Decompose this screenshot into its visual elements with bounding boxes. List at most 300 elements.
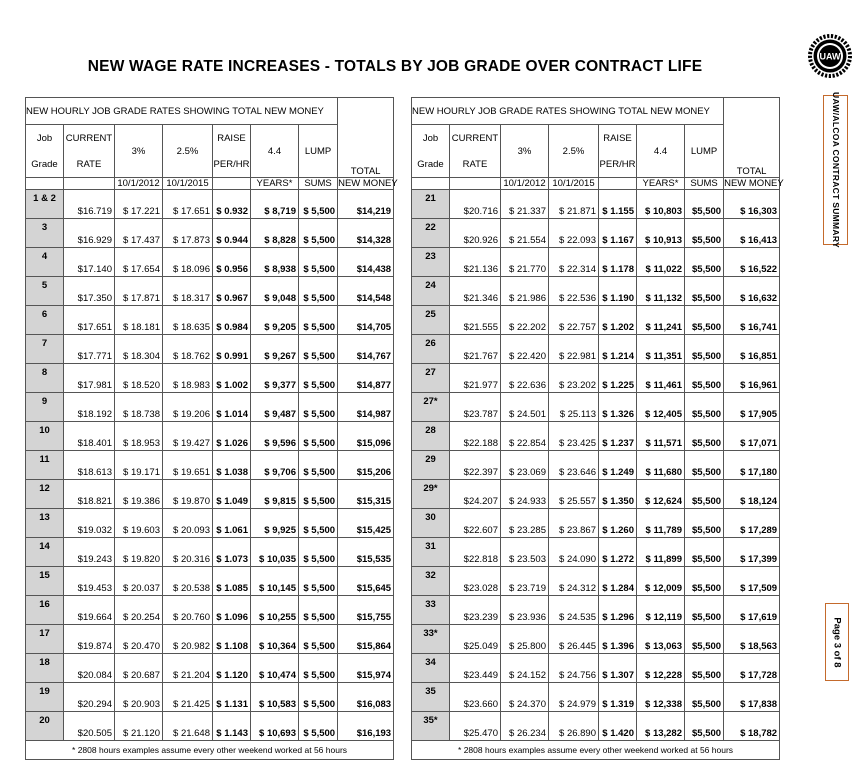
lump-header: LUMP (299, 125, 338, 178)
rate-2015-cell: $ 18.762 (163, 335, 213, 364)
page-number-text: Page 3 of 8 (831, 616, 843, 668)
table-row (26, 422, 394, 451)
four-year-total-cell: $ 8,938 (251, 248, 299, 277)
job-grade-cell: 17 (26, 625, 64, 654)
current-rate-cell: $19.032 (64, 509, 115, 538)
table-row (26, 480, 394, 509)
page-number-label (825, 603, 849, 681)
job-grade-cell: 12 (26, 480, 64, 509)
lump-sum-cell: $5,500 (685, 422, 724, 451)
job-grade-cell: 16 (26, 596, 64, 625)
table-row (412, 480, 780, 509)
raise-per-hour-cell: $ 0.956 (213, 248, 251, 277)
current-rate-cell: $19.874 (64, 625, 115, 654)
rate-2015-cell: $ 24.756 (549, 654, 599, 683)
rate-2012-cell: $ 19.603 (115, 509, 163, 538)
rate-2015-cell: $ 18.983 (163, 364, 213, 393)
job-grade-cell: 35 (412, 683, 450, 712)
four-year-total-cell: $ 10,474 (251, 654, 299, 683)
raise-per-hour-cell: $ 1.143 (213, 712, 251, 741)
lump-sum-cell: $ 5,500 (299, 712, 338, 741)
raise-per-hour-cell: $ 1.131 (213, 683, 251, 712)
total-new-money-cell: $ 16,741 (724, 306, 780, 335)
rate-2012-cell: $ 19.820 (115, 538, 163, 567)
rate-2012-cell: $ 23.719 (501, 567, 549, 596)
rate-2012-cell: $ 19.386 (115, 480, 163, 509)
four-year-total-cell: $ 10,803 (637, 190, 685, 219)
rate-2015-cell: $ 19.206 (163, 393, 213, 422)
raise-per-hour-cell: $ 1.061 (213, 509, 251, 538)
job-grade-cell: 11 (26, 451, 64, 480)
wage-rows (412, 190, 780, 741)
table-row (26, 712, 394, 741)
four-year-total-cell: $ 11,571 (637, 422, 685, 451)
raise-per-hour-cell: $ 1.178 (599, 248, 637, 277)
lump-sum-cell: $ 5,500 (299, 625, 338, 654)
total-new-money-cell: $ 16,522 (724, 248, 780, 277)
rate-2012-cell: $ 21.986 (501, 277, 549, 306)
current-rate-cell: $18.613 (64, 451, 115, 480)
pct25-header: 2.5% (163, 125, 213, 178)
lump-sum-cell: $ 5,500 (299, 596, 338, 625)
table-row (26, 538, 394, 567)
rate-2012-cell: $ 17.871 (115, 277, 163, 306)
money-label: MONEY (362, 178, 398, 189)
job-grade-cell: 29 (412, 451, 450, 480)
table-row (412, 364, 780, 393)
total-new-money-cell: $14,328 (338, 219, 394, 248)
job-grade-cell: 14 (26, 538, 64, 567)
table-row (412, 393, 780, 422)
table-row (412, 567, 780, 596)
four-year-total-cell: $ 10,913 (637, 219, 685, 248)
four-year-total-cell: $ 9,706 (251, 451, 299, 480)
raise-per-hour-cell: $ 1.073 (213, 538, 251, 567)
raise-per-hour-cell: $ 1.249 (599, 451, 637, 480)
rate-2015-cell: $ 19.427 (163, 422, 213, 451)
four-year-total-cell: $ 10,364 (251, 625, 299, 654)
current-header: CURRENT (450, 125, 501, 152)
table-row (412, 306, 780, 335)
job-grade-cell: 35* (412, 712, 450, 741)
table-row (26, 451, 394, 480)
four-year-total-cell: $ 8,828 (251, 219, 299, 248)
total-new-money-cell: $ 16,632 (724, 277, 780, 306)
table-row (412, 422, 780, 451)
total-header: TOTAL (338, 98, 394, 178)
rate-2015-cell: $ 20.093 (163, 509, 213, 538)
job-grade-cell: 32 (412, 567, 450, 596)
table-row (26, 248, 394, 277)
table-row (412, 509, 780, 538)
current-rate-cell: $23.239 (450, 596, 501, 625)
sums-header: SUMS (299, 178, 338, 190)
rate-2012-cell: $ 17.654 (115, 248, 163, 277)
four-year-total-cell: $ 8,719 (251, 190, 299, 219)
current-rate-cell: $21.136 (450, 248, 501, 277)
raise-per-hour-cell: $ 1.026 (213, 422, 251, 451)
raise-per-hour-cell: $ 1.326 (599, 393, 637, 422)
table-row (26, 335, 394, 364)
current-rate-cell: $20.084 (64, 654, 115, 683)
rate-2012-cell: $ 21.554 (501, 219, 549, 248)
total-new-money-cell: $16,193 (338, 712, 394, 741)
table-row (26, 364, 394, 393)
current-rate-cell: $23.660 (450, 683, 501, 712)
lump-sum-cell: $5,500 (685, 306, 724, 335)
total-new-money-cell: $15,206 (338, 451, 394, 480)
lump-sum-cell: $5,500 (685, 364, 724, 393)
four-year-total-cell: $ 9,487 (251, 393, 299, 422)
rate-2012-cell: $ 26.234 (501, 712, 549, 741)
lump-sum-cell: $ 5,500 (299, 567, 338, 596)
total-new-money-cell: $ 18,124 (724, 480, 780, 509)
rate-2015-cell: $ 22.093 (549, 219, 599, 248)
raise-per-hour-cell: $ 1.202 (599, 306, 637, 335)
table-row (26, 393, 394, 422)
job-grade-cell: 13 (26, 509, 64, 538)
total-new-money-cell: $ 18,782 (724, 712, 780, 741)
lump-sum-cell: $5,500 (685, 277, 724, 306)
table-row (26, 683, 394, 712)
job-grade-cell: 15 (26, 567, 64, 596)
four-year-total-cell: $ 12,338 (637, 683, 685, 712)
four-year-total-cell: $ 12,009 (637, 567, 685, 596)
current-rate-cell: $22.607 (450, 509, 501, 538)
four-year-total-cell: $ 9,815 (251, 480, 299, 509)
total-new-money-cell: $14,438 (338, 248, 394, 277)
table-row (26, 277, 394, 306)
total-new-money-cell: $14,877 (338, 364, 394, 393)
lump-sum-cell: $5,500 (685, 683, 724, 712)
table-row (412, 277, 780, 306)
current-rate-cell: $22.397 (450, 451, 501, 480)
rate-2015-cell: $ 20.538 (163, 567, 213, 596)
total-new-money-cell: $14,987 (338, 393, 394, 422)
total-new-money-cell: $ 16,303 (724, 190, 780, 219)
table-row (412, 451, 780, 480)
rate-2015-cell: $ 21.425 (163, 683, 213, 712)
rate-2012-cell: $ 23.503 (501, 538, 549, 567)
job-grade-cell: 5 (26, 277, 64, 306)
current-rate-cell: $18.821 (64, 480, 115, 509)
raise-header: RAISE (213, 125, 251, 152)
page-title: NEW WAGE RATE INCREASES - TOTALS BY JOB GRADE OVER CONTRACT LIFE (87, 58, 703, 75)
total-new-money-cell: $ 17,905 (724, 393, 780, 422)
current-rate-cell: $16.719 (64, 190, 115, 219)
lump-sum-cell: $ 5,500 (299, 538, 338, 567)
rate-2015-cell: $ 21.648 (163, 712, 213, 741)
lump-sum-cell: $ 5,500 (299, 219, 338, 248)
raise-per-hour-cell: $ 1.396 (599, 625, 637, 654)
total-new-money-cell: $14,219 (338, 190, 394, 219)
raise-per-hour-cell: $ 1.049 (213, 480, 251, 509)
job-grade-cell: 9 (26, 393, 64, 422)
total-new-money-cell: $ 17,399 (724, 538, 780, 567)
total-new-money-cell: $ 16,413 (724, 219, 780, 248)
job-grade-cell: 34 (412, 654, 450, 683)
raise-per-hour-cell: $ 1.260 (599, 509, 637, 538)
lump-sum-cell: $5,500 (685, 248, 724, 277)
four-year-total-cell: $ 11,461 (637, 364, 685, 393)
rate-2012-cell: $ 22.202 (501, 306, 549, 335)
lump-sum-cell: $5,500 (685, 335, 724, 364)
job-grade-cell: 27* (412, 393, 450, 422)
four-year-total-cell: $ 12,624 (637, 480, 685, 509)
job-grade-cell: 8 (26, 364, 64, 393)
raise-per-hour-cell: $ 1.272 (599, 538, 637, 567)
rate-2015-cell: $ 19.870 (163, 480, 213, 509)
job-grade-cell: 24 (412, 277, 450, 306)
current-rate-cell: $20.294 (64, 683, 115, 712)
current-rate-cell: $16.929 (64, 219, 115, 248)
four-year-total-cell: $ 10,693 (251, 712, 299, 741)
rate-2012-cell: $ 22.854 (501, 422, 549, 451)
current-rate-cell: $17.350 (64, 277, 115, 306)
years-bottom-header: YEARS* (637, 178, 685, 190)
lump-sum-cell: $5,500 (685, 625, 724, 654)
total-new-money-cell: $ 17,509 (724, 567, 780, 596)
rate-2012-cell: $ 25.800 (501, 625, 549, 654)
current-rate-cell: $19.453 (64, 567, 115, 596)
rate-2015-cell: $ 23.202 (549, 364, 599, 393)
lump-sum-cell: $5,500 (685, 393, 724, 422)
total-new-money-cell: $14,767 (338, 335, 394, 364)
rate-2012-cell: $ 24.152 (501, 654, 549, 683)
rate-2015-cell: $ 20.316 (163, 538, 213, 567)
logo-text: UAW (819, 51, 841, 62)
four-year-total-cell: $ 11,899 (637, 538, 685, 567)
rate-2015-cell: $ 19.651 (163, 451, 213, 480)
rate-2012-cell: $ 21.337 (501, 190, 549, 219)
job-grade-cell: 26 (412, 335, 450, 364)
rate-2015-cell: $ 17.651 (163, 190, 213, 219)
job-grade-cell: 20 (26, 712, 64, 741)
table-row (26, 190, 394, 219)
rate-2012-cell: $ 23.285 (501, 509, 549, 538)
rate-2012-cell: $ 20.037 (115, 567, 163, 596)
lump-sum-cell: $5,500 (685, 567, 724, 596)
four-year-total-cell: $ 9,925 (251, 509, 299, 538)
rate-2015-cell: $ 21.871 (549, 190, 599, 219)
four-year-total-cell: $ 10,035 (251, 538, 299, 567)
table-row (412, 335, 780, 364)
current-rate-cell: $20.505 (64, 712, 115, 741)
footnote: * 2808 hours examples assume every other weekend worked at 56 hours (26, 741, 394, 760)
raise-per-hour-cell: $ 1.108 (213, 625, 251, 654)
raise-header: RAISE (599, 125, 637, 152)
job-header: Job (26, 125, 64, 152)
total-new-money-cell: $15,315 (338, 480, 394, 509)
money-label: MONEY (748, 178, 784, 189)
current-rate-cell: $21.346 (450, 277, 501, 306)
rate-2015-cell: $ 26.890 (549, 712, 599, 741)
job-grade-cell: 6 (26, 306, 64, 335)
four-year-total-cell: $ 11,789 (637, 509, 685, 538)
total-new-money-cell: $15,974 (338, 654, 394, 683)
rate-2012-cell: $ 23.069 (501, 451, 549, 480)
four-year-total-cell: $ 13,282 (637, 712, 685, 741)
footnote: * 2808 hours examples assume every other weekend worked at 56 hours (412, 741, 780, 760)
rate-2012-cell: $ 18.520 (115, 364, 163, 393)
four-year-total-cell: $ 9,377 (251, 364, 299, 393)
raise-per-hour-cell: $ 1.319 (599, 683, 637, 712)
job-grade-cell: 25 (412, 306, 450, 335)
perhr-header: PER/HR (599, 151, 637, 178)
four-year-total-cell: $ 13,063 (637, 625, 685, 654)
current-rate-cell: $22.818 (450, 538, 501, 567)
raise-per-hour-cell: $ 1.085 (213, 567, 251, 596)
rate-2012-cell: $ 20.903 (115, 683, 163, 712)
new-label: NEW (724, 178, 747, 189)
lump-sum-cell: $ 5,500 (299, 306, 338, 335)
lump-sum-cell: $5,500 (685, 509, 724, 538)
lump-sum-cell: $ 5,500 (299, 248, 338, 277)
years-top-header: 4.4 (251, 125, 299, 178)
contract-summary-label (823, 92, 848, 248)
raise-per-hour-cell: $ 1.420 (599, 712, 637, 741)
table-row (26, 567, 394, 596)
rate-2015-cell: $ 24.090 (549, 538, 599, 567)
raise-per-hour-cell: $ 1.307 (599, 654, 637, 683)
rate-2012-cell: $ 21.770 (501, 248, 549, 277)
total-new-money-cell: $14,705 (338, 306, 394, 335)
money-header (724, 178, 784, 190)
grade-header: Grade (26, 151, 64, 178)
rate-2012-cell: $ 17.221 (115, 190, 163, 219)
four-year-total-cell: $ 12,228 (637, 654, 685, 683)
lump-sum-cell: $5,500 (685, 654, 724, 683)
rate-2015-cell: $ 22.757 (549, 306, 599, 335)
table-row (412, 248, 780, 277)
total-new-money-cell: $15,864 (338, 625, 394, 654)
contract-summary-text: UAW/ALCOA CONTRACT SUMMARY (830, 92, 841, 248)
current-rate-cell: $25.049 (450, 625, 501, 654)
rate-header: RATE (450, 151, 501, 178)
raise-per-hour-cell: $ 1.350 (599, 480, 637, 509)
date3-header: 10/1/2012 (115, 178, 163, 190)
job-grade-cell: 23 (412, 248, 450, 277)
total-new-money-cell: $ 16,851 (724, 335, 780, 364)
table-row (412, 625, 780, 654)
rate-2015-cell: $ 21.204 (163, 654, 213, 683)
four-year-total-cell: $ 9,267 (251, 335, 299, 364)
rate-2015-cell: $ 17.873 (163, 219, 213, 248)
raise-per-hour-cell: $ 1.167 (599, 219, 637, 248)
total-new-money-cell: $16,083 (338, 683, 394, 712)
rate-2012-cell: $ 19.171 (115, 451, 163, 480)
current-rate-cell: $22.188 (450, 422, 501, 451)
current-rate-cell: $23.787 (450, 393, 501, 422)
current-rate-cell: $17.651 (64, 306, 115, 335)
rate-2015-cell: $ 22.536 (549, 277, 599, 306)
rate-2015-cell: $ 18.317 (163, 277, 213, 306)
raise-per-hour-cell: $ 0.991 (213, 335, 251, 364)
table-row (412, 712, 780, 741)
current-rate-cell: $17.140 (64, 248, 115, 277)
lump-sum-cell: $ 5,500 (299, 683, 338, 712)
lump-sum-cell: $ 5,500 (299, 393, 338, 422)
raise-per-hour-cell: $ 1.296 (599, 596, 637, 625)
rate-2012-cell: $ 20.254 (115, 596, 163, 625)
rate-2015-cell: $ 25.113 (549, 393, 599, 422)
table-row (26, 509, 394, 538)
current-rate-cell: $20.926 (450, 219, 501, 248)
total-new-money-cell: $ 16,961 (724, 364, 780, 393)
rate-2015-cell: $ 18.635 (163, 306, 213, 335)
table-row (412, 654, 780, 683)
lump-sum-cell: $5,500 (685, 712, 724, 741)
total-new-money-cell: $ 17,071 (724, 422, 780, 451)
lump-sum-cell: $ 5,500 (299, 364, 338, 393)
job-grade-cell: 28 (412, 422, 450, 451)
raise-per-hour-cell: $ 1.237 (599, 422, 637, 451)
rate-2012-cell: $ 18.953 (115, 422, 163, 451)
job-grade-cell: 30 (412, 509, 450, 538)
current-header: CURRENT (64, 125, 115, 152)
rate-2012-cell: $ 24.370 (501, 683, 549, 712)
rate-2012-cell: $ 23.936 (501, 596, 549, 625)
rate-2012-cell: $ 18.181 (115, 306, 163, 335)
rate-2012-cell: $ 18.738 (115, 393, 163, 422)
raise-per-hour-cell: $ 0.932 (213, 190, 251, 219)
rate-2015-cell: $ 20.982 (163, 625, 213, 654)
total-new-money-cell: $ 17,619 (724, 596, 780, 625)
current-rate-cell: $20.716 (450, 190, 501, 219)
raise-per-hour-cell: $ 1.155 (599, 190, 637, 219)
table-row (26, 654, 394, 683)
job-grade-cell: 33 (412, 596, 450, 625)
current-rate-cell: $19.243 (64, 538, 115, 567)
total-new-money-cell: $15,535 (338, 538, 394, 567)
grade-header: Grade (412, 151, 450, 178)
total-new-money-cell: $15,425 (338, 509, 394, 538)
job-header: Job (412, 125, 450, 152)
rate-2012-cell: $ 22.636 (501, 364, 549, 393)
current-rate-cell: $21.767 (450, 335, 501, 364)
rate-2012-cell: $ 24.501 (501, 393, 549, 422)
raise-per-hour-cell: $ 1.120 (213, 654, 251, 683)
current-rate-cell: $19.664 (64, 596, 115, 625)
money-header (338, 178, 398, 190)
rate-2012-cell: $ 17.437 (115, 219, 163, 248)
date3-header: 10/1/2012 (501, 178, 549, 190)
four-year-total-cell: $ 12,405 (637, 393, 685, 422)
current-rate-cell: $23.449 (450, 654, 501, 683)
job-grade-cell: 33* (412, 625, 450, 654)
lump-sum-cell: $5,500 (685, 451, 724, 480)
rate-2015-cell: $ 20.760 (163, 596, 213, 625)
four-year-total-cell: $ 9,205 (251, 306, 299, 335)
table-row (26, 625, 394, 654)
lump-sum-cell: $ 5,500 (299, 190, 338, 219)
four-year-total-cell: $ 11,241 (637, 306, 685, 335)
four-year-total-cell: $ 10,145 (251, 567, 299, 596)
job-grade-cell: 29* (412, 480, 450, 509)
rate-2012-cell: $ 22.420 (501, 335, 549, 364)
rate-2012-cell: $ 20.470 (115, 625, 163, 654)
raise-per-hour-cell: $ 1.190 (599, 277, 637, 306)
pct3-header: 3% (115, 125, 163, 178)
table-row (412, 538, 780, 567)
raise-per-hour-cell: $ 1.225 (599, 364, 637, 393)
date25-header: 10/1/2015 (163, 178, 213, 190)
rate-2015-cell: $ 24.535 (549, 596, 599, 625)
table-row (26, 219, 394, 248)
raise-per-hour-cell: $ 1.002 (213, 364, 251, 393)
four-year-total-cell: $ 10,583 (251, 683, 299, 712)
lump-sum-cell: $ 5,500 (299, 509, 338, 538)
